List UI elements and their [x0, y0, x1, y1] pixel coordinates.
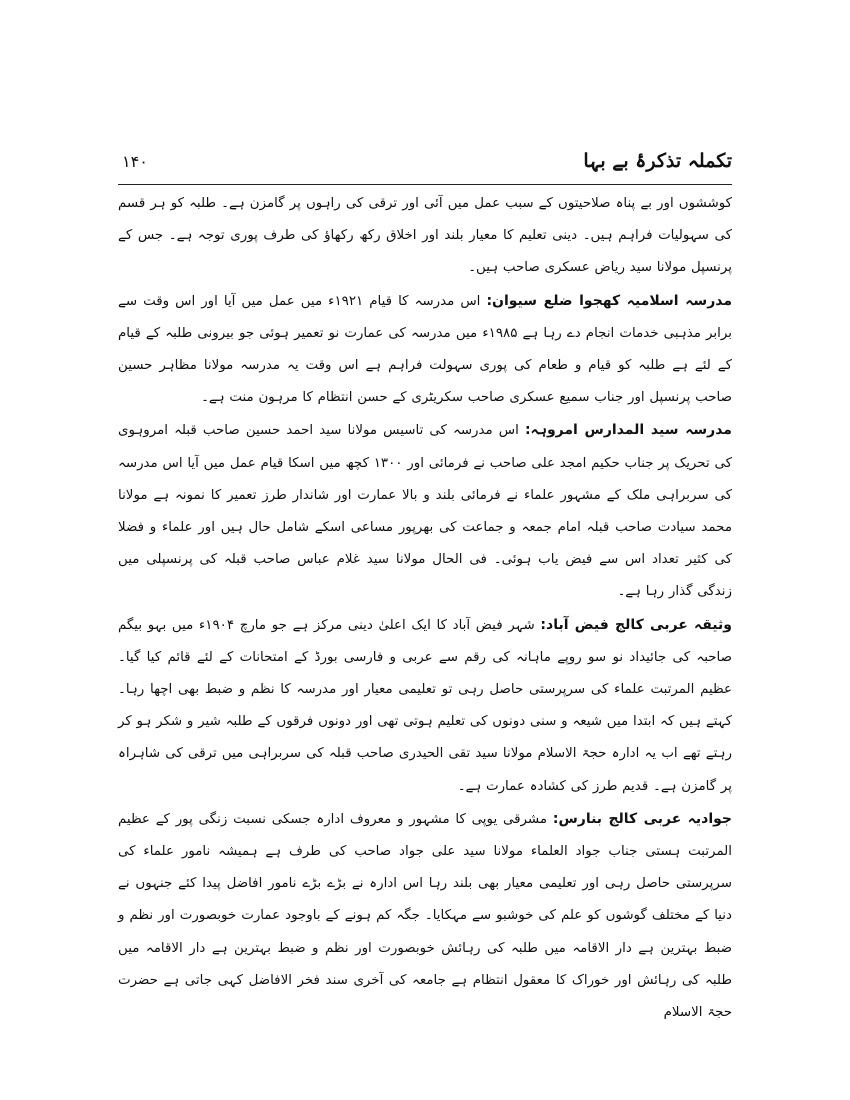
body-text — [118, 188, 732, 1029]
paragraph-text: کوششوں اور بے پناہ صلاحیتوں کے سبب عمل میں آئی اور ترقی کی راہوں پر گامزن ہے۔ طلبہ کو ہر قسم کی سہولیات فراہم ہیں۔ دینی تعلیم کا معیار بلند اور اخلاق رکھ رکھاؤ کی طرف پوری توجہ ہے۔ جس کے پرنسپل مولانا سید ریاض عسکری صاحب ہیں۔ — [118, 196, 732, 276]
paragraph-waseeqa-college — [118, 609, 732, 803]
page-header — [118, 150, 732, 185]
section-heading: وثیقہ عربی کالج فیض آباد: — [540, 616, 732, 633]
paragraph-text: مشرقی یوپی کا مشہور و معروف ادارہ جسکی نسبت زنگی پور کے عظیم المرتبت ہستی جناب جواد العلماء مولانا سید علی جواد صاحب کی طرف ہے ہمیشہ نامور علماء کی سرپرستی حاصل رہی اور تعلیمی معیار بھی بلند رہا اس ادارہ نے بڑے بڑے نامور افاضل پیدا کئے جنہوں نے دنیا کے مختلف گوشوں کو علم کی خوشبو سے مہکایا۔ جگہ کم ہونے کے باوجود عمارت خوبصورت اور نظم و ضبط بہترین ہے دار الاقامہ میں طلبہ کی رہائش خوبصورت اور نظم و ضبط بہترین ہے دار الاقامہ میں طلبہ کی رہائش اور خوراک کا معقول انتظام ہے جامعہ کی آخری سند فخر الافاضل کہی جاتی ہے حضرت حجۃ الاسلام — [118, 811, 732, 1021]
paragraph-text: اس مدرسہ کا قیام ۱۹۲۱ء میں عمل میں آیا اور اس وقت سے برابر مذہبی خدمات انجام دے رہا ہے ۱۹۸۵ء میں مدرسہ کی عمارت نو تعمیر ہوئی جو بیرونی طلبہ کے قیام کے لئے ہے طلبہ کو قیام و طعام کی پوری سہولت فراہم ہے اس وقت یہ مدرسہ مولانا مظاہر حسین صاحب پرنسپل اور جناب سمیع عسکری صاحب سکریٹری کے حسن انتظام کا مرہون منت ہے۔ — [118, 293, 732, 406]
paragraph-jawadia-college — [118, 803, 732, 1029]
running-title: تکملہ تذکرۂ بے بہا — [583, 150, 732, 172]
section-heading: جوادیہ عربی کالج بنارس: — [552, 810, 733, 827]
paragraph-text: اس مدرسہ کی تاسیس مولانا سید احمد حسین صاحب قبلہ امروہوی کی تحریک پر جناب حکیم امجد علی صاحب نے فرمائی اور ۱۳۰۰ کچھ میں اسکا قیام عمل میں آیا اس مدرسہ کی سربراہی ملک کے مشہور علماء نے فرمائی بلند و بالا عمارت اور شاندار طرز تعمیر کا نمونہ ہے مولانا محمد سیادت صاحب قبلہ امام جمعہ و جماعت کی بھرپور مساعی اسکے شامل حال ہیں اور علماء و فضلا کی کثیر تعداد اس سے فیض یاب ہوئی۔ فی الحال مولانا سید غلام عباس صاحب قبلہ کی پرنسپلی میں زندگی گذار رہا ہے۔ — [118, 423, 732, 600]
paragraph-madrasa-islamia-khajwa — [118, 285, 732, 415]
paragraph-intro — [118, 188, 732, 285]
section-heading: مدرسہ سید المدارس امروہہ: — [524, 422, 732, 439]
paragraph-syed-ul-madaris — [118, 414, 732, 608]
paragraph-text: شہر فیض آباد کا ایک اعلیٰ دینی مرکز ہے جو مارچ ۱۹۰۴ء میں بہو بیگم صاحبہ کی جائیداد نو سو روپے ماہانہ کی رقم سے عربی و فارسی بورڈ کے امتحانات کے لئے قائم کیا گیا۔ عظیم المرتبت علماء کی سرپرستی حاصل رہی تو تعلیمی معیار اور مدرسہ کا نظم و ضبط بھی اچھا رہا۔ کہتے ہیں کہ ابتدا میں شیعہ و سنی دونوں کی تعلیم ہوتی تھی اور دونوں فرقوں کے طلبہ شیر و شکر ہو کر رہتے تھے اب یہ ادارہ حجۃ الاسلام مولانا سید تقی الحیدری صاحب قبلہ کی سربراہی میں ترقی کی شاہراہ پر گامزن ہے۔ قدیم طرز کی کشادہ عمارت ہے۔ — [118, 617, 732, 794]
section-heading: مدرسہ اسلامیہ کھجوا ضلع سیوان: — [486, 292, 733, 309]
page-number: ۱۴۰ — [122, 152, 148, 171]
